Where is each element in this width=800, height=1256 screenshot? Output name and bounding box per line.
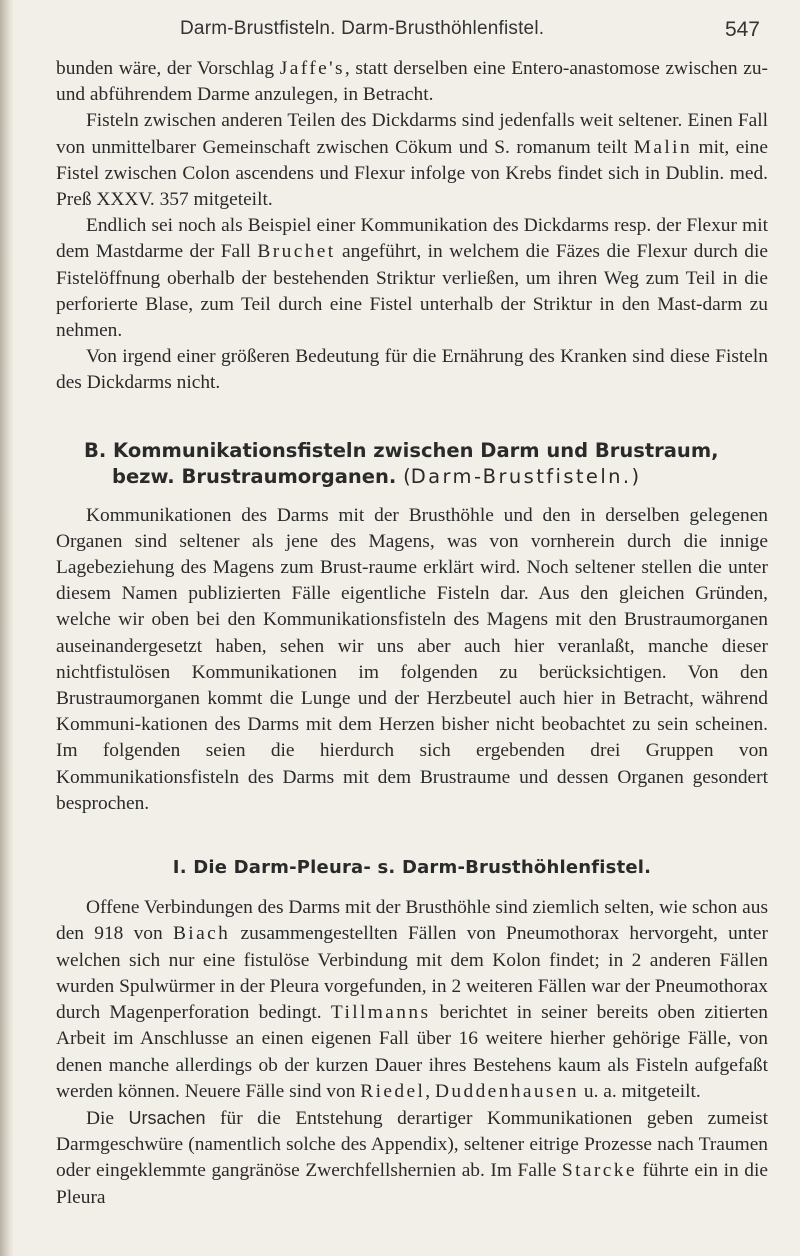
paragraph: Die Ursachen für die Entstehung derartiger Kommunikationen geben zumeist Darmgeschwüre (namentlich solche des Appendix), seltener eitrige Prozesse nach Traumen oder eingeklemmte gangränöse Zwerchfellshernien ab. Im Falle Starcke führte ein in die Pleura bbox=[56, 1107, 768, 1208]
paragraph: Fisteln zwischen anderen Teilen des Dickdarms sind jedenfalls weit seltener. Einen Fall von unmittelbarer Gemeinschaft zwischen Cökum und S. romanum teilt Malin mit, eine Fistel zwischen Colon ascendens und Flexur infolge von Krebs findet sich in Dublin. med. Preß XXXV. 357 mitgeteilt. bbox=[56, 110, 768, 211]
paragraph: Kommunikationen des Darms mit der Brusthöhle und den in derselben gelegenen Organen sind seltener als jene des Magens, was von vornherein durch die innige Lagebeziehung des Magens zum Brust-raume erklärt wird. Noch seltener stellen die unter diesem Namen publizierten Fälle eigentliche Fisteln dar. Aus den gleichen Gründen, welche wir oben bei den Kommunikationsfisteln des Magens mit den Brustraumorganen auseinandergesetzt haben, sehen wir uns aber auch hier veranlaßt, manche dieser nichtfistulösen Kommunikationen im folgenden zu berücksichtigen. Von den Brustraumorganen kommt die Lunge und der Herzbeutel auch hier in Betracht, während Kommuni-kationen des Darms mit dem Herzen bisher nicht beobachtet zu sein scheinen. Im folgenden seien die hierdurch sich ergebenden drei Gruppen von Kommunikationsfisteln des Darms mit dem Brustraume und dessen Organen gesondert besprochen. bbox=[56, 504, 768, 814]
author-name: Biach bbox=[172, 923, 231, 945]
page-body bbox=[56, 56, 768, 1211]
paragraph: bunden wäre, der Vorschlag Jaffe's, statt derselben eine Entero-anastomose zwischen zu- und abführendem Darme anzulegen, in Betracht. bbox=[56, 58, 768, 106]
author-name: Bruchet bbox=[257, 241, 336, 263]
paragraph: Endlich sei noch als Beispiel einer Kommunikation des Dickdarms resp. der Flexur mit dem Mastdarme der Fall Bruchet angeführt, in welchem die Fäzes die Flexur durch die Fistelöffnung oberhalb der bestehenden Striktur verließen, um ihren Weg zum Teil in die perforierte Blase, zum Teil durch eine Fistel unterhalb der Striktur in den Mast-darm zu nehmen. bbox=[56, 215, 768, 342]
subsection-heading: I. Die Darm-Pleura- s. Darm-Brusthöhlenfistel. bbox=[172, 857, 652, 879]
author-name: Malin bbox=[633, 136, 693, 158]
page-number: 547 bbox=[724, 18, 760, 41]
page-binding-edge bbox=[0, 0, 14, 1256]
running-head: Darm-Brustfisteln. Darm-Brusthöhlenfistel. bbox=[180, 18, 545, 39]
author-name: Duddenhausen bbox=[434, 1080, 580, 1102]
emphasis: Ursachen bbox=[128, 1107, 206, 1128]
author-name: Tillmanns bbox=[330, 1002, 431, 1024]
paragraph: Von irgend einer größeren Bedeutung für die Ernährung des Kranken sind diese Fisteln des Dickdarms nicht. bbox=[56, 346, 768, 394]
author-name: Jaffe's bbox=[279, 58, 345, 79]
author-name: Starcke bbox=[561, 1160, 637, 1182]
section-heading-b: B. Kommunikationsfisteln zwischen Darm und Brustraum, bezw. Brustraumorganen. (Darm-Brustfisteln.) bbox=[84, 438, 719, 489]
author-name: Riedel bbox=[360, 1080, 426, 1102]
page-header bbox=[0, 18, 800, 48]
paragraph: Offene Verbindungen des Darms mit der Brusthöhle sind ziemlich selten, wie schon aus den 918 von Biach zusammengestellten Fällen von Pneumothorax hervorgeht, unter welchen sich nur eine fistulöse Verbindung mit dem Kolon findet; in 2 anderen Fällen wurden Spulwürmer in der Pleura vorgefunden, in 2 weiteren Fällen war der Pneumothorax durch Magenperforation bedingt. Tillmanns berichtet in seiner bereits oben zitierten Arbeit im Anschlusse an einen eigenen Fall über 16 weitere hierher gehörige Fälle, von denen manche allerdings ob der kurzen Dauer ihres Bestehens kaum als Fisteln aufgefaßt werden können. Neuere Fälle sind von Riedel, Duddenhausen u. a. mitgeteilt. bbox=[56, 897, 768, 1102]
